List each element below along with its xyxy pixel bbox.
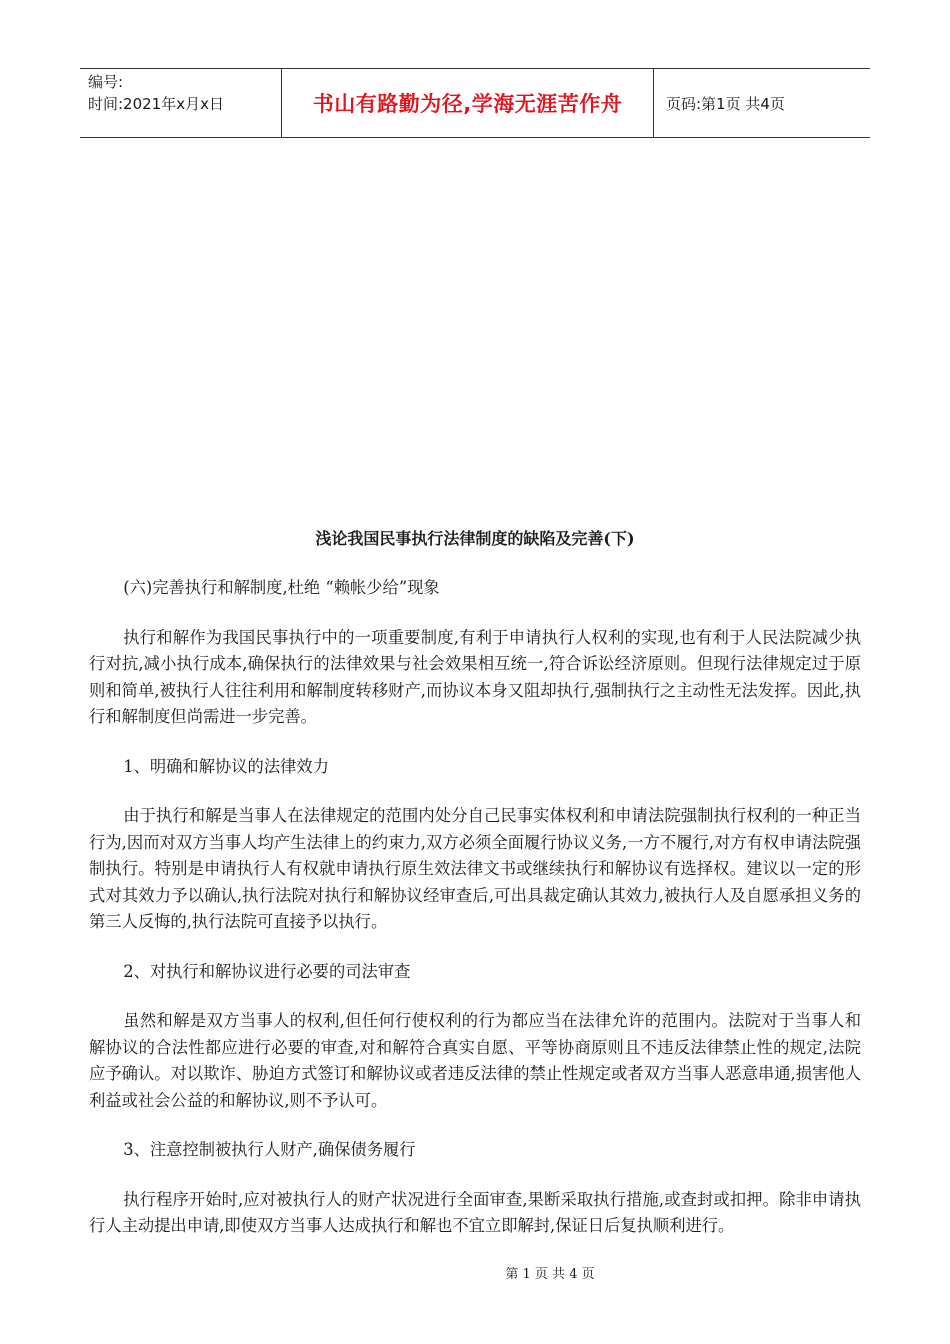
- footer-page-number: 第 1 页 共 4 页: [505, 1267, 595, 1282]
- item-paragraph: 由于执行和解是当事人在法律规定的范围内处分自己民事实体权利和申请法院强制执行权利的一种正当行为,因而对双方当事人均产生法律上的约束力,双方必须全面履行协议义务,一方不履行,对方有权申请法院强制执行。特别是申请执行人有权就申请执行原生效法律文书或继续执行和解协议有选择权。建议以一定的形式对其效力予以确认,执行法院对执行和解协议经审查后,可出具裁定确认其效力,被执行人及自愿承担义务的第三人反悔的,执行法院可直接予以执行。: [89, 806, 861, 931]
- page-footer: [0, 1263, 950, 1282]
- item-heading: 2、对执行和解协议进行必要的司法审查: [123, 961, 411, 981]
- header-meta: [80, 69, 281, 137]
- page-header: [80, 68, 870, 138]
- item-heading: 1、明确和解协议的法律效力: [123, 756, 329, 776]
- intro-paragraph: 执行和解作为我国民事执行中的一项重要制度,有利于申请执行人权利的实现,也有利于人民法院减少执行对抗,减小执行成本,确保执行的法律效果与社会效果相互统一,符合诉讼经济原则。但现行法律规定过于原则和简单,被执行人往往利用和解制度转移财产,而协议本身又阻却执行,强制执行之主动性无法发挥。因此,执行和解制度但尚需进一步完善。: [89, 627, 861, 726]
- document-body: [89, 528, 861, 1263]
- item-paragraph: 执行程序开始时,应对被执行人的财产状况进行全面审查,果断采取执行措施,或查封或扣押。除非申请执行人主动提出申请,即使双方当事人达成执行和解也不宜立即解封,保证日后复执顺利进行。: [89, 1189, 861, 1235]
- header-page-cell: [654, 69, 870, 137]
- header-motto-cell: [281, 69, 654, 137]
- document-title: 浅论我国民事执行法律制度的缺陷及完善(下): [315, 529, 635, 548]
- item-paragraph: 虽然和解是双方当事人的权利,但任何行使权利的行为都应当在法律允许的范围内。法院对于当事人和解协议的合法性都应进行必要的审查,对和解符合真实自愿、平等协商原则且不违反法律禁止性的规定,法院应予确认。对以欺诈、胁迫方式签订和解协议或者违反法律的禁止性规定或者双方当事人恶意串通,损害他人利益或社会公益的和解协议,则不予认可。: [89, 1011, 861, 1110]
- page-label: 页码:第1页 共4页: [666, 94, 785, 113]
- section-heading: (六)完善执行和解制度,杜绝 “赖帐少给”现象: [123, 578, 440, 597]
- item-heading: 3、注意控制被执行人财产,确保债务履行: [123, 1140, 416, 1159]
- serial-label: 编号:: [88, 73, 124, 91]
- motto: 书山有路勤为径,学海无涯苦作舟: [312, 92, 623, 116]
- time-label: 时间:2021年x月x日: [88, 95, 224, 113]
